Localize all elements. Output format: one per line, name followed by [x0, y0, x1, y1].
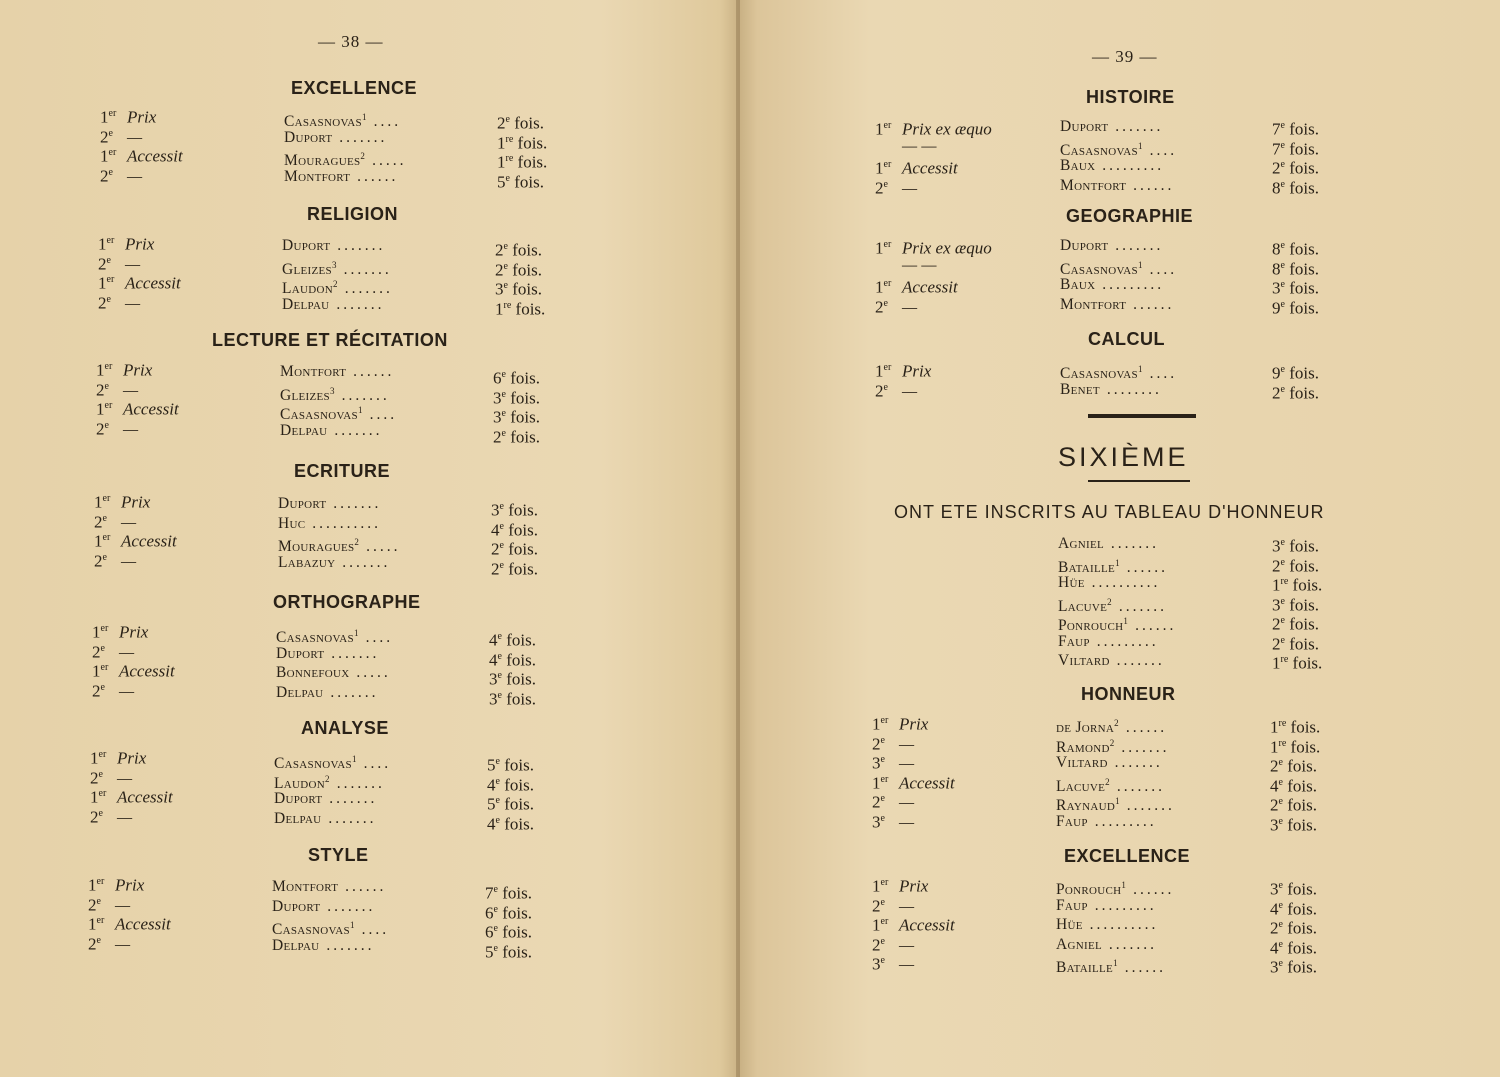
times-count: 4e fois.: [487, 814, 534, 834]
student-name: Montfort ......: [280, 363, 395, 380]
award-rank: 2e —: [875, 297, 918, 317]
student-name: Viltard .......: [1058, 652, 1165, 669]
student-name: Casasnovas$^1$ ....: [276, 628, 394, 647]
student-names: [278, 494, 400, 572]
times-count: 3e fois.: [1272, 536, 1319, 556]
times-count: 3e fois.: [1270, 957, 1317, 977]
times-count: 2e fois.: [1272, 158, 1319, 178]
student-name: Duport .......: [272, 897, 376, 915]
award-column: [96, 357, 179, 439]
times-count: 5e fois.: [487, 794, 534, 814]
times-count: 6e fois.: [485, 903, 532, 923]
award-rank: 3e —: [872, 954, 915, 974]
times-count: 1re fois.: [497, 133, 548, 153]
student-name: Duport .......: [282, 237, 386, 254]
award-rank: 2e —: [875, 381, 918, 401]
award-rank: 2e —: [90, 807, 133, 827]
times-count: 4e fois.: [491, 520, 538, 540]
student-name: Delpau .......: [274, 809, 377, 827]
times-count: 2e fois.: [1270, 918, 1317, 938]
divider-rule: [1088, 414, 1196, 418]
section-title: STYLE: [308, 845, 369, 865]
times-count: 1re fois.: [1272, 575, 1323, 595]
times-count: 1re fois.: [495, 299, 546, 319]
student-name: Duport .......: [276, 644, 380, 662]
times-count: 3e fois.: [1270, 815, 1317, 835]
page-number: — 39 —: [1092, 47, 1158, 66]
times-column: [495, 237, 546, 319]
times-count: 2e fois.: [1272, 383, 1319, 403]
times-count: 4e fois.: [489, 650, 536, 670]
student-name: Benet ........: [1060, 380, 1162, 398]
times-count: 8e fois.: [1272, 259, 1319, 279]
award-rank: 1er Prix: [92, 622, 149, 642]
times-column: [1272, 360, 1319, 403]
times-count: 2e fois.: [493, 427, 540, 447]
student-names: [1058, 534, 1176, 671]
student-name: Hüe ..........: [1056, 916, 1159, 933]
times-count: 3e fois.: [1270, 879, 1317, 899]
student-name: Bonnefoux .....: [276, 664, 391, 681]
award-rank: 1er Prix ex æquo: [875, 119, 992, 139]
student-name: Delpau .......: [276, 683, 379, 701]
award-rank: 2e —: [98, 293, 141, 313]
times-count: 3e fois.: [493, 388, 540, 408]
section-title: RELIGION: [307, 204, 399, 224]
student-name: Gleizes$^3$ .......: [282, 259, 392, 278]
student-names: [1056, 714, 1175, 831]
times-column: [1272, 116, 1319, 198]
award-column: [875, 358, 932, 401]
student-name: Delpau .......: [282, 295, 385, 313]
student-name: Huc ..........: [278, 514, 381, 532]
student-name: Casasnovas$^1$ ....: [274, 754, 392, 773]
student-name: Lacuve$^2$ .......: [1058, 596, 1167, 615]
award-rank: 1er Prix ex æquo: [875, 238, 992, 258]
student-name: Casasnovas$^1$ ....: [272, 920, 390, 939]
award-rank: 2e —: [872, 896, 915, 916]
award-rank: 1er Prix: [88, 875, 145, 895]
times-count: 2e fois.: [1272, 556, 1319, 576]
award-rank: 2e —: [98, 254, 141, 274]
times-column: [1272, 533, 1323, 673]
award-rank: 2e —: [92, 681, 135, 701]
times-count: 2e fois.: [495, 260, 542, 280]
award-rank: 2e —: [872, 734, 915, 754]
times-column: [485, 880, 532, 962]
award-column: [94, 489, 177, 571]
times-count: 2e fois.: [497, 113, 544, 133]
award-rank: 1er Prix: [96, 360, 153, 380]
times-column: [1270, 714, 1321, 835]
times-count: 3e fois.: [495, 279, 542, 299]
award-column: [875, 116, 992, 198]
times-count: 2e fois.: [495, 240, 542, 260]
section-title: HONNEUR: [1081, 684, 1176, 704]
times-count: 5e fois.: [485, 942, 532, 962]
times-count: 8e fois.: [1272, 239, 1319, 259]
times-count: 9e fois.: [1272, 363, 1319, 383]
times-column: [491, 497, 538, 579]
student-name: Faup .........: [1056, 896, 1157, 914]
student-name: Montfort ......: [1060, 295, 1175, 313]
student-names: [284, 108, 406, 186]
award-rank: 1er Prix: [90, 748, 147, 768]
student-name: Mouragues$^2$ .....: [284, 151, 407, 170]
award-rank: 2e —: [94, 551, 137, 571]
section-title: ANALYSE: [301, 718, 389, 738]
section-title: EXCELLENCE: [291, 78, 418, 98]
times-count: 3e fois.: [1272, 278, 1319, 298]
student-name: Casasnovas$^1$ ....: [280, 405, 398, 424]
award-rank: 2e —: [88, 934, 131, 954]
student-name: Bataille$^1$ ......: [1058, 557, 1169, 576]
award-rank: 2e —: [875, 178, 918, 198]
title-underline: [1088, 480, 1190, 482]
student-name: Viltard .......: [1056, 754, 1163, 771]
award-rank: 1er Accessit: [98, 273, 181, 293]
student-name: Casasnovas$^1$ ....: [1060, 259, 1178, 278]
student-names: [1060, 117, 1177, 195]
award-rank: 1er Accessit: [100, 146, 183, 166]
times-count: 2e fois.: [1272, 614, 1319, 634]
award-rank: 2e —: [90, 768, 133, 788]
times-count: 3e fois.: [493, 407, 540, 427]
award-rank: 3e —: [872, 753, 915, 773]
times-count: 2e fois.: [1270, 756, 1317, 776]
student-name: Montfort ......: [272, 878, 387, 895]
award-rank: 1er Accessit: [94, 531, 177, 551]
page-number: — 38 —: [318, 32, 384, 51]
student-name: Casasnovas$^1$ ....: [1060, 140, 1178, 159]
student-name: Laudon$^2$ .......: [282, 279, 393, 298]
award-column: [872, 873, 955, 974]
times-column: [1272, 236, 1319, 318]
student-name: Duport .......: [1060, 237, 1164, 254]
student-name: Gleizes$^3$ .......: [280, 385, 390, 404]
student-name: Delpau .......: [280, 421, 383, 439]
times-count: 4e fois.: [1270, 899, 1317, 919]
times-count: 5e fois.: [487, 755, 534, 775]
award-column: [90, 745, 173, 827]
award-rank: 2e —: [872, 792, 915, 812]
times-count: 4e fois.: [1270, 938, 1317, 958]
student-names: [276, 624, 393, 702]
student-name: Casasnovas$^1$ ....: [1060, 364, 1178, 383]
student-names: [274, 750, 391, 828]
times-count: 7e fois.: [485, 883, 532, 903]
award-rank: — —: [902, 135, 937, 155]
award-rank: 1er Accessit: [875, 277, 958, 297]
award-column: [88, 872, 171, 954]
times-count: 2e fois.: [491, 539, 538, 559]
award-rank: 3e —: [872, 812, 915, 832]
student-names: [272, 877, 389, 955]
times-count: 3e fois.: [491, 500, 538, 520]
award-column: [872, 711, 955, 832]
student-names: [1060, 236, 1177, 314]
student-name: Bataille$^1$ ......: [1056, 958, 1167, 977]
student-name: Lacuve$^2$ .......: [1056, 776, 1165, 795]
student-name: Laudon$^2$ .......: [274, 773, 385, 792]
times-count: 8e fois.: [1272, 178, 1319, 198]
award-rank: 2e —: [92, 642, 135, 662]
award-rank: 1er Prix: [872, 876, 929, 896]
award-rank: 1er Accessit: [96, 399, 179, 419]
page-38: [0, 0, 736, 1077]
times-count: 2e fois.: [1270, 795, 1317, 815]
times-count: 6e fois.: [485, 922, 532, 942]
student-name: Duport .......: [278, 495, 382, 512]
page-39: [740, 0, 1500, 1077]
times-count: 6e fois.: [493, 368, 540, 388]
times-count: 2e fois.: [491, 559, 538, 579]
times-count: 1re fois.: [1270, 717, 1321, 737]
award-column: [100, 104, 183, 186]
student-name: Baux .........: [1060, 157, 1165, 174]
times-count: 9e fois.: [1272, 298, 1319, 318]
times-count: 2e fois.: [1272, 634, 1319, 654]
times-count: 3e fois.: [489, 669, 536, 689]
student-name: Hüe ..........: [1058, 574, 1161, 591]
student-name: Ponrouch$^1$ ......: [1058, 616, 1177, 635]
award-rank: 2e —: [96, 380, 139, 400]
student-names: [1056, 876, 1175, 977]
award-rank: 2e —: [88, 895, 131, 915]
times-count: 5e fois.: [497, 172, 544, 192]
award-column: [98, 231, 181, 313]
times-count: 3e fois.: [1272, 595, 1319, 615]
award-rank: 1er Prix: [872, 714, 929, 734]
award-rank: 2e —: [872, 935, 915, 955]
times-count: 1re fois.: [497, 152, 548, 172]
times-count: 3e fois.: [489, 689, 536, 709]
student-name: Delpau .......: [272, 936, 375, 954]
times-column: [1270, 876, 1317, 977]
student-name: Baux .........: [1060, 276, 1165, 293]
student-name: Agniel .......: [1058, 535, 1159, 552]
student-name: Casasnovas$^1$ ....: [284, 112, 402, 131]
times-count: 1re fois.: [1270, 737, 1321, 757]
student-name: Agniel .......: [1056, 935, 1157, 953]
student-name: Labazuy .......: [278, 553, 391, 571]
award-rank: 1er Prix: [98, 234, 155, 254]
award-rank: 2e —: [96, 419, 139, 439]
student-name: Montfort ......: [1060, 176, 1175, 194]
times-column: [493, 365, 540, 447]
award-rank: 2e —: [100, 166, 143, 186]
student-name: Duport .......: [274, 790, 378, 807]
times-column: [497, 110, 548, 192]
section-title: ORTHOGRAPHE: [273, 592, 421, 612]
student-name: de Jorna$^2$ ......: [1056, 718, 1168, 737]
tableau-heading: ONT ETE INSCRITS AU TABLEAU D'HONNEUR: [894, 502, 1325, 522]
times-count: 4e fois.: [487, 775, 534, 795]
student-name: Duport .......: [1060, 118, 1164, 135]
award-rank: 1er Accessit: [92, 661, 175, 681]
times-count: 1re fois.: [1272, 653, 1323, 673]
student-name: Ponrouch$^1$ ......: [1056, 880, 1175, 899]
times-count: 7e fois.: [1272, 119, 1319, 139]
section-title: GEOGRAPHIE: [1066, 206, 1194, 226]
award-rank: 2e —: [100, 127, 143, 147]
award-rank: 1er Accessit: [875, 158, 958, 178]
times-count: 4e fois.: [1270, 776, 1317, 796]
section-title: HISTOIRE: [1086, 87, 1175, 107]
award-column: [92, 619, 175, 701]
student-name: Faup .........: [1056, 812, 1157, 830]
student-name: Ramond$^2$ .......: [1056, 737, 1170, 756]
award-column: [875, 235, 992, 317]
award-rank: 1er Prix: [94, 492, 151, 512]
student-names: [282, 236, 393, 314]
section-title: EXCELLENCE: [1064, 846, 1191, 866]
student-name: Duport .......: [284, 128, 388, 146]
award-rank: 1er Accessit: [872, 915, 955, 935]
award-rank: 1er Prix: [100, 107, 157, 127]
times-column: [487, 752, 534, 834]
class-title: SIXIÈME: [1058, 442, 1189, 472]
award-rank: 1er Accessit: [872, 773, 955, 793]
student-name: Montfort ......: [284, 167, 399, 185]
student-name: Mouragues$^2$ .....: [278, 537, 401, 556]
award-rank: 1er Prix: [875, 361, 932, 381]
section-title: ECRITURE: [294, 461, 391, 481]
section-title: CALCUL: [1088, 329, 1165, 349]
times-count: 7e fois.: [1272, 139, 1319, 159]
student-name: Faup .........: [1058, 632, 1159, 650]
award-rank: 2e —: [94, 512, 137, 532]
student-names: [280, 362, 397, 440]
award-rank: — —: [902, 254, 937, 274]
award-rank: 1er Accessit: [88, 914, 171, 934]
student-names: [1060, 360, 1177, 399]
award-rank: 1er Accessit: [90, 787, 173, 807]
student-name: Raynaud$^1$ .......: [1056, 796, 1175, 815]
times-column: [489, 627, 536, 709]
times-count: 4e fois.: [489, 630, 536, 650]
section-title: LECTURE ET RÉCITATION: [212, 330, 448, 350]
